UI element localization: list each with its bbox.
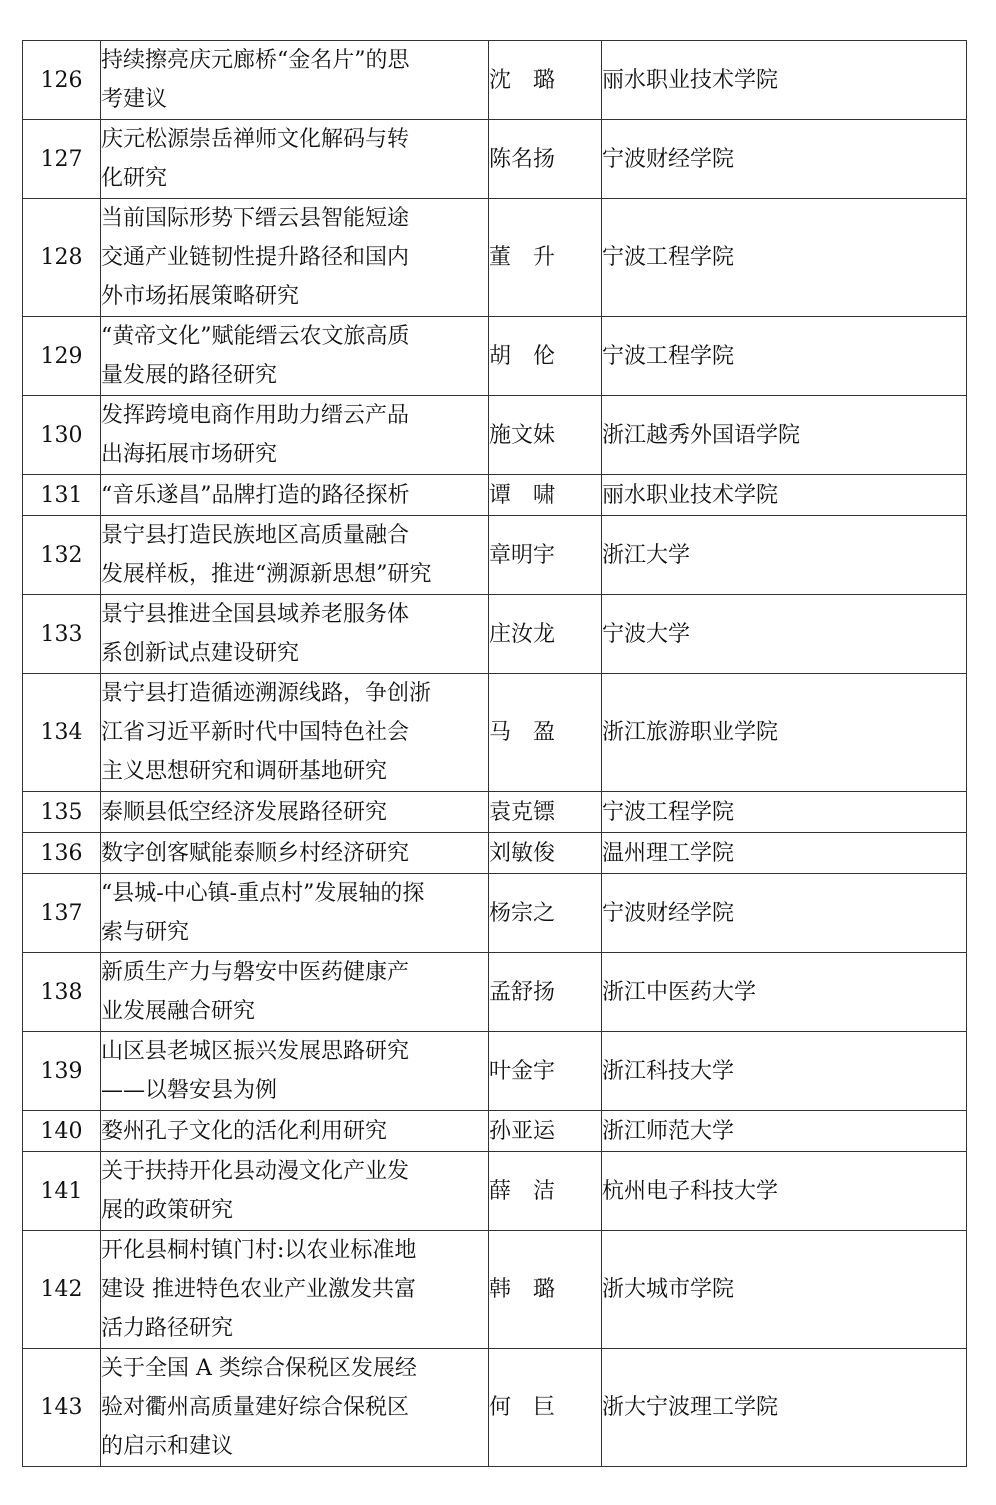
project-title xyxy=(101,1152,489,1231)
institution: 丽水职业技术学院 xyxy=(602,475,967,516)
project-title-line: “黄帝文化”赋能缙云农文旅高质 xyxy=(101,324,410,349)
row-number: 136 xyxy=(23,833,101,874)
row-number: 128 xyxy=(23,199,101,317)
project-title xyxy=(101,1231,489,1349)
researcher-name: 谭 啸 xyxy=(489,475,602,516)
institution: 浙江中医药大学 xyxy=(602,953,967,1032)
row-number: 141 xyxy=(23,1152,101,1231)
researcher-name: 薛 洁 xyxy=(489,1152,602,1231)
researcher-name: 庄汝龙 xyxy=(489,595,602,674)
project-title xyxy=(101,317,489,396)
institution: 宁波工程学院 xyxy=(602,792,967,833)
project-title-line: 关于全国 A 类综合保税区发展经 xyxy=(101,1356,417,1381)
row-number: 143 xyxy=(23,1349,101,1467)
row-number: 140 xyxy=(23,1111,101,1152)
project-title-line: 外市场拓展策略研究 xyxy=(101,284,300,309)
institution: 宁波工程学院 xyxy=(602,199,967,317)
project-title-line: “音乐遂昌”品牌打造的路径探析 xyxy=(101,482,410,508)
row-number: 131 xyxy=(23,475,101,516)
researcher-name: 孟舒扬 xyxy=(489,953,602,1032)
table-row xyxy=(23,1111,967,1152)
researcher-name: 董 升 xyxy=(489,199,602,317)
institution: 浙江科技大学 xyxy=(602,1032,967,1111)
project-title-line: 量发展的路径研究 xyxy=(101,363,278,388)
institution: 浙江越秀外国语学院 xyxy=(602,396,967,475)
project-title-line: 主义思想研究和调研基地研究 xyxy=(101,759,388,784)
project-title-line: ——以磐安县为例 xyxy=(101,1078,278,1103)
project-title-line: 数字创客赋能泰顺乡村经济研究 xyxy=(101,840,410,866)
project-title-line: 建设 推进特色农业产业激发共富 xyxy=(101,1277,416,1302)
institution: 宁波财经学院 xyxy=(602,120,967,199)
project-title xyxy=(101,1111,489,1152)
project-title xyxy=(101,874,489,953)
table-row xyxy=(23,1032,967,1111)
project-title-line: 出海拓展市场研究 xyxy=(101,442,278,467)
project-title-line: 发挥跨境电商作用助力缙云产品 xyxy=(101,403,410,428)
table-row xyxy=(23,317,967,396)
table-row xyxy=(23,516,967,595)
institution: 浙大宁波理工学院 xyxy=(602,1349,967,1467)
researcher-name: 胡 伦 xyxy=(489,317,602,396)
project-title-line: 系创新试点建设研究 xyxy=(101,641,300,666)
project-title-line: 景宁县打造循迹溯源线路，争创浙 xyxy=(101,681,432,706)
project-title-line: 新质生产力与磐安中医药健康产 xyxy=(101,960,410,985)
project-title-line: 当前国际形势下缙云县智能短途 xyxy=(101,206,410,231)
project-title xyxy=(101,41,489,120)
table-row xyxy=(23,120,967,199)
row-number: 130 xyxy=(23,396,101,475)
institution: 杭州电子科技大学 xyxy=(602,1152,967,1231)
project-title-line: 展的政策研究 xyxy=(101,1198,234,1223)
row-number: 135 xyxy=(23,792,101,833)
project-title-line: 山区县老城区振兴发展思路研究 xyxy=(101,1039,410,1064)
researcher-name: 杨宗之 xyxy=(489,874,602,953)
institution: 浙江旅游职业学院 xyxy=(602,674,967,792)
project-title-line: 索与研究 xyxy=(101,920,190,945)
project-title-line: 江省习近平新时代中国特色社会 xyxy=(101,720,410,745)
researcher-name: 袁克镖 xyxy=(489,792,602,833)
table-row xyxy=(23,1349,967,1467)
institution: 浙江大学 xyxy=(602,516,967,595)
researcher-name: 韩 璐 xyxy=(489,1231,602,1349)
row-number: 132 xyxy=(23,516,101,595)
project-title-line: 验对衢州高质量建好综合保税区 xyxy=(101,1395,410,1420)
project-title-line: 化研究 xyxy=(101,166,168,191)
table-row xyxy=(23,874,967,953)
project-title-line: 活力路径研究 xyxy=(101,1316,234,1341)
project-title xyxy=(101,1349,489,1467)
row-number: 134 xyxy=(23,674,101,792)
project-title xyxy=(101,199,489,317)
institution: 浙江师范大学 xyxy=(602,1111,967,1152)
institution: 宁波工程学院 xyxy=(602,317,967,396)
project-title xyxy=(101,516,489,595)
institution: 宁波大学 xyxy=(602,595,967,674)
institution: 宁波财经学院 xyxy=(602,874,967,953)
project-title-line: 的启示和建议 xyxy=(101,1434,234,1459)
researcher-name: 章明宇 xyxy=(489,516,602,595)
project-title-line: 持续擦亮庆元廊桥“金名片”的思 xyxy=(101,48,410,73)
researcher-name: 叶金宇 xyxy=(489,1032,602,1111)
project-title xyxy=(101,120,489,199)
row-number: 138 xyxy=(23,953,101,1032)
table-row xyxy=(23,1152,967,1231)
institution: 温州理工学院 xyxy=(602,833,967,874)
project-title-line: 发展样板，推进“溯源新思想”研究 xyxy=(101,562,432,587)
table-row xyxy=(23,1231,967,1349)
institution: 丽水职业技术学院 xyxy=(602,41,967,120)
researcher-name: 沈 璐 xyxy=(489,41,602,120)
project-title-line: 景宁县打造民族地区高质量融合 xyxy=(101,523,410,548)
project-title-line: 关于扶持开化县动漫文化产业发 xyxy=(101,1159,410,1184)
project-title-line: 考建议 xyxy=(101,87,168,112)
project-title-line: 庆元松源崇岳禅师文化解码与转 xyxy=(101,127,410,152)
table-row xyxy=(23,595,967,674)
table-row xyxy=(23,41,967,120)
researcher-name: 刘敏俊 xyxy=(489,833,602,874)
table-row xyxy=(23,674,967,792)
table-body xyxy=(23,41,967,1467)
institution: 浙大城市学院 xyxy=(602,1231,967,1349)
project-title-line: “县城-中心镇-重点村”发展轴的探 xyxy=(101,881,425,906)
researcher-name: 施文妹 xyxy=(489,396,602,475)
project-title xyxy=(101,674,489,792)
project-title xyxy=(101,953,489,1032)
project-title-line: 景宁县推进全国县域养老服务体 xyxy=(101,602,410,627)
researcher-name: 陈名扬 xyxy=(489,120,602,199)
row-number: 129 xyxy=(23,317,101,396)
row-number: 139 xyxy=(23,1032,101,1111)
row-number: 126 xyxy=(23,41,101,120)
project-title-line: 业发展融合研究 xyxy=(101,999,256,1024)
researcher-name: 马 盈 xyxy=(489,674,602,792)
project-title xyxy=(101,833,489,874)
table-row xyxy=(23,199,967,317)
project-title xyxy=(101,396,489,475)
project-table xyxy=(22,40,967,1467)
project-title xyxy=(101,595,489,674)
researcher-name: 何 巨 xyxy=(489,1349,602,1467)
project-title-line: 交通产业链韧性提升路径和国内 xyxy=(101,245,410,270)
project-title xyxy=(101,475,489,516)
table-row xyxy=(23,396,967,475)
row-number: 133 xyxy=(23,595,101,674)
table-row xyxy=(23,792,967,833)
table-row xyxy=(23,953,967,1032)
project-title-line: 开化县桐村镇门村:以农业标准地 xyxy=(101,1238,417,1263)
researcher-name: 孙亚运 xyxy=(489,1111,602,1152)
row-number: 127 xyxy=(23,120,101,199)
project-title xyxy=(101,1032,489,1111)
table-row xyxy=(23,475,967,516)
project-title-line: 婺州孔子文化的活化利用研究 xyxy=(101,1118,388,1144)
row-number: 137 xyxy=(23,874,101,953)
project-title xyxy=(101,792,489,833)
row-number: 142 xyxy=(23,1231,101,1349)
project-title-line: 泰顺县低空经济发展路径研究 xyxy=(101,799,388,825)
table-row xyxy=(23,833,967,874)
